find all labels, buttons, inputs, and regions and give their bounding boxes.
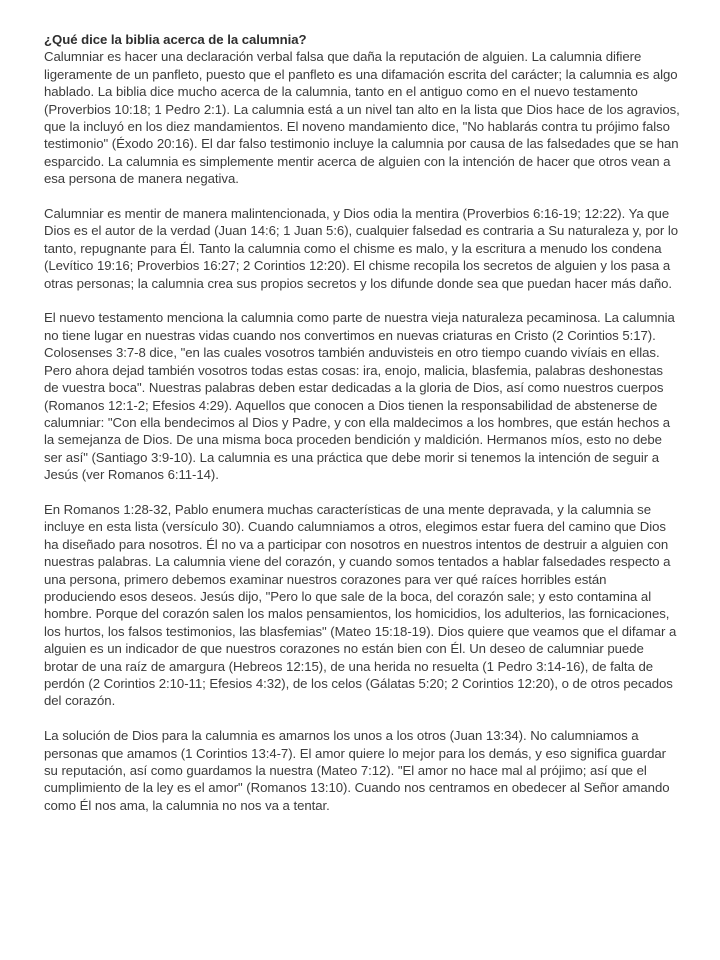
paragraph-3: El nuevo testamento menciona la calumnia como parte de nuestra vieja naturaleza pecaminosa. La calumnia no tiene lugar en nuestras vidas cuando nos convertimos en nuevas criaturas en Cristo (2 Corintios 5:17). Colosenses 3:7-8 dice, "en las cuales vosotros también anduvisteis en otro tiempo cuando vivíais en ellas. Pero ahora dejad también vosotros todas estas cosas: ira, enojo, malicia, blasfemia, palabras deshonestas de vuestra boca". Nuestras palabras deben estar dedicadas a la gloria de Dios, así como nuestros cuerpos (Romanos 12:1-2; Efesios 4:29). Aquellos que conocen a Dios tienen la responsabilidad de abstenerse de calumniar: "Con ella bendecimos al Dios y Padre, y con ella maldecimos a los hombres, que están hechos a la semejanza de Dios. De una misma boca proceden bendición y maldición. Hermanos míos, esto no debe ser así" (Santiago 3:9-10). La calumnia es una práctica que debe morir si tenemos la intención de seguir a Jesús (ver Romanos 6:11-14). <box>44 310 675 483</box>
paragraph-2: Calumniar es mentir de manera malintencionada, y Dios odia la mentira (Proverbios 6:16-19; 12:22). Ya que Dios es el autor de la verdad (Juan 14:6; 1 Juan 5:6), cualquier falsedad es contraria a Su naturaleza y, por lo tanto, repugnante para Él. Tanto la calumnia como el chisme es malo, y la escritura a menudo los condena (Levítico 19:16; Proverbios 16:27; 2 Corintios 12:20). El chisme recopila los secretos de alguien y los pasa a otras personas; la calumnia crea sus propios secretos y los difunde donde sea que puedan hacer más daño. <box>44 206 679 291</box>
paragraph-5: La solución de Dios para la calumnia es amarnos los unos a los otros (Juan 13:34). No calumniamos a personas que amamos (1 Corintios 13:4-7). El amor quiere lo mejor para los demás, y eso significa guardar su reputación, así como guardamos la nuestra (Mateo 7:12). "El amor no hace mal al prójimo; así que el cumplimiento de la ley es el amor" (Romanos 13:10). Cuando nos centramos en obedecer al Señor amando como Él nos ama, la calumnia no nos va a tentar. <box>44 728 670 813</box>
document-body <box>44 31 680 814</box>
paragraph-4: En Romanos 1:28-32, Pablo enumera muchas características de una mente depravada, y la calumnia se incluye en esta lista (versículo 30). Cuando calumniamos a otros, elegimos estar fuera del camino que Dios ha diseñado para nosotros. Él no va a participar con nosotros en nuestros intentos de destruir a alguien con nuestras palabras. La calumnia viene del corazón, y cuando somos tentados a hablar falsedades respecto a una persona, primero debemos examinar nuestros corazones para ver qué raíces horribles están produciendo esos deseos. Jesús dijo, "Pero lo que sale de la boca, del corazón sale; y esto contamina al hombre. Porque del corazón salen los malos pensamientos, los homicidios, los adulterios, las fornicaciones, los hurtos, los falsos testimonios, las blasfemias" (Mateo 15:18-19). Dios quiere que veamos que el difamar a alguien es un indicador de que nuestros corazones no están bien con Él. Un deseo de calumniar puede brotar de una raíz de amargura (Hebreos 12:15), de una herida no resuelta (1 Pedro 3:14-16), de falta de perdón (2 Corintios 2:10-11; Efesios 4:32), de los celos (Gálatas 5:20; 2 Corintios 12:20), o de otros pecados del corazón. <box>44 501 677 709</box>
paragraph-1: Calumniar es hacer una declaración verbal falsa que daña la reputación de alguien. La calumnia difiere ligeramente de un panfleto, puesto que el panfleto es una difamación escrita del carácter; la calumnia es algo hablado. La biblia dice mucho acerca de la calumnia, tanto en el antiguo como en el nuevo testamento (Proverbios 10:18; 1 Pedro 2:1). La calumnia está a un nivel tan alto en la lista que Dios hace de los agravios, que la incluyó en los diez mandamientos. El noveno mandamiento dice, "No hablarás contra tu prójimo falso testimonio" (Éxodo 20:16). El dar falso testimonio incluye la calumnia por causa de las falsedades que se han esparcido. La calumnia es simplemente mentir acerca de alguien con la intención de hacer que otros vean a esa persona de manera negativa. <box>44 49 680 187</box>
page-title: ¿Qué dice la biblia acerca de la calumnia? <box>44 32 307 47</box>
